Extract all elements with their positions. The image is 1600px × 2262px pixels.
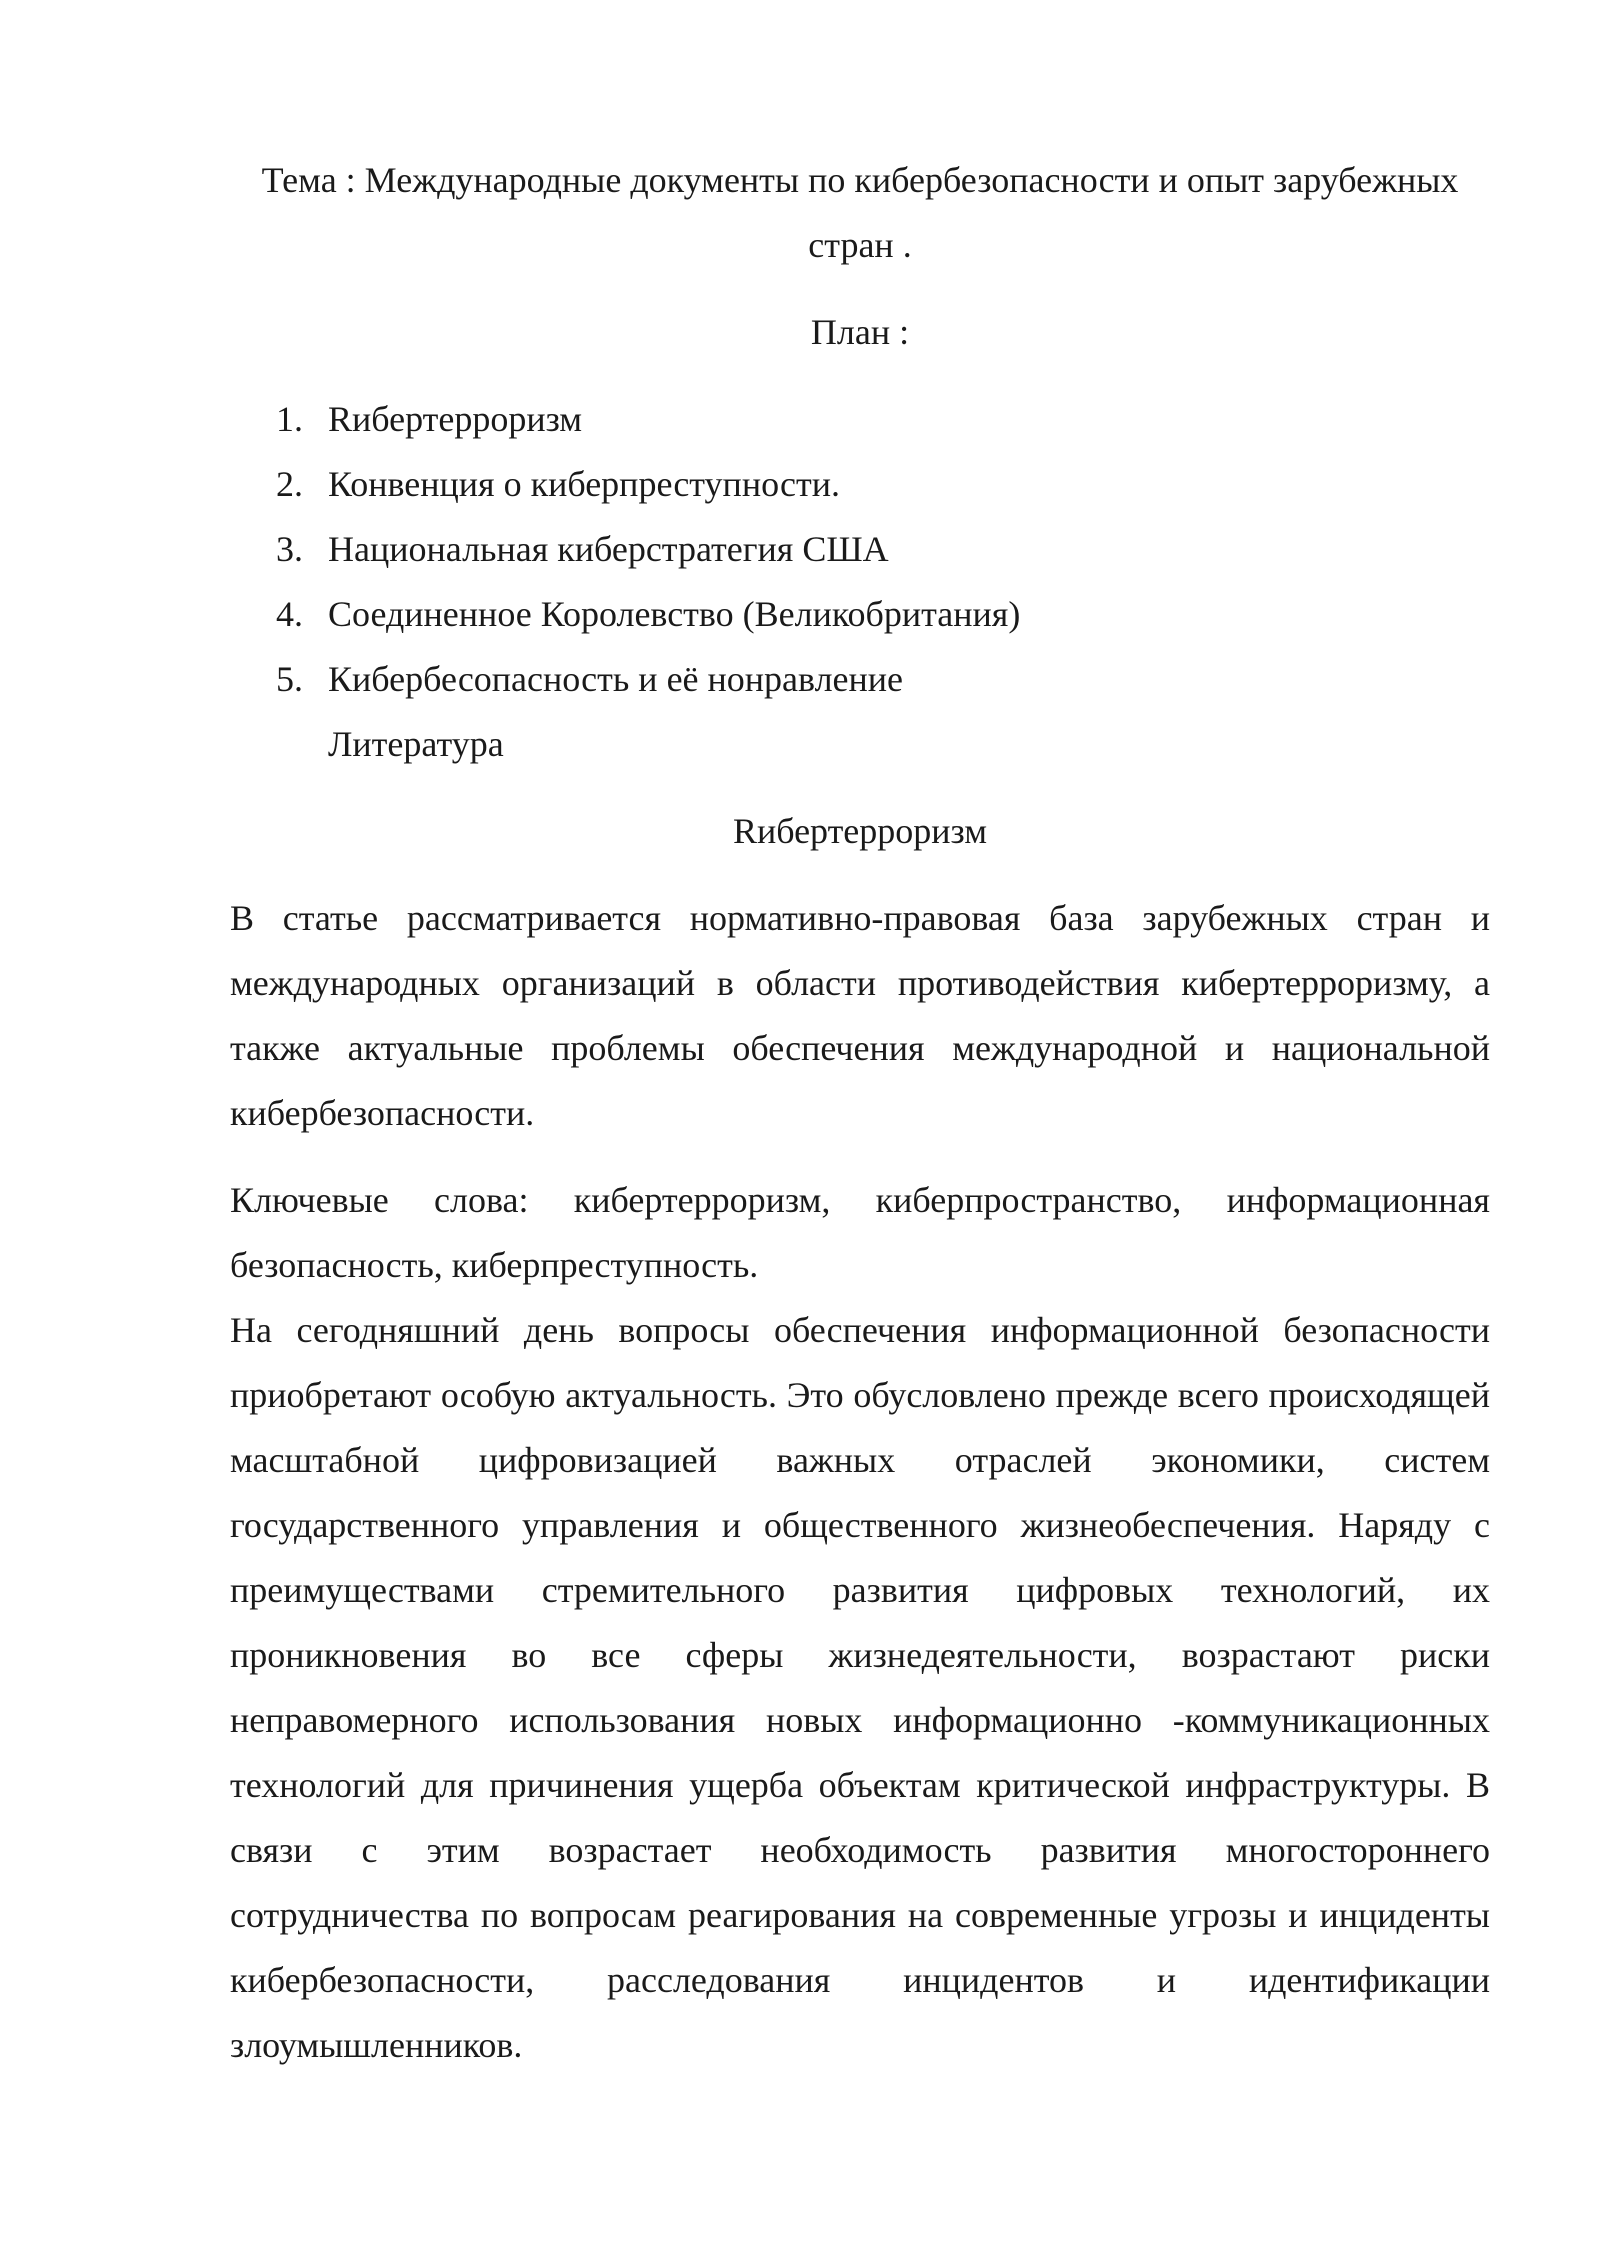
plan-list xyxy=(230,387,1490,777)
document-title: Тема : Международные документы по кибербезопасности и опыт зарубежных стран . xyxy=(261,160,1459,265)
body-paragraph: На сегодняшний день вопросы обеспечения информационной безопасности приобретают особую актуальность. Это обусловлено прежде всего происходящей масштабной цифровизацией важных отраслей экономики, систем государственного управления и общественного жизнеобеспечения. Наряду с преимуществами стремительного развития цифровых технологий, их проникновения во все сферы жизнедеятельности, возрастают риски неправомерного использования новых информационно -коммуникационных технологий для причинения ущерба объектам критической инфраструктуры. В связи с этим возрастает необходимость развития многостороннего сотрудничества по вопросам реагирования на современные угрозы и инциденты кибербезопасности, расследования инцидентов и идентификации злоумышленников. xyxy=(230,1310,1490,2065)
plan-item-number: 3. xyxy=(276,529,303,569)
section-heading: Rибертерроризм xyxy=(732,811,988,851)
document-page xyxy=(230,148,1490,2078)
plan-item xyxy=(230,452,1490,517)
plan-item-number: 5. xyxy=(276,659,303,699)
plan-item-text: Литература xyxy=(328,724,504,764)
plan-item-number: 4. xyxy=(276,594,303,634)
plan-item-text: Конвенция о киберпреступности. xyxy=(328,464,840,504)
plan-heading: План : xyxy=(810,312,910,352)
plan-item xyxy=(230,647,1490,712)
plan-item-text: Национальная киберстратегия США xyxy=(328,529,889,569)
plan-item-text: Кибербесопасность и её нонравление xyxy=(328,659,904,699)
plan-item-number: 1. xyxy=(276,399,303,439)
abstract-paragraph: В статье рассматривается нормативно-правовая база зарубежных стран и международных организаций в области противодействия кибертерроризму, а также актуальные проблемы обеспечения международной и национальной кибербезопасности. xyxy=(230,898,1490,1133)
plan-item-number: 2. xyxy=(276,464,303,504)
plan-item xyxy=(230,387,1490,452)
plan-item-literature xyxy=(230,712,1490,777)
plan-item-text: Соединенное Королевство (Великобритания) xyxy=(328,594,1021,634)
plan-item-text: Rибертерроризм xyxy=(328,399,583,439)
keywords-paragraph: Ключевые слова: кибертерроризм, киберпространство, информационная безопасность, киберпреступность. xyxy=(230,1180,1490,1285)
plan-item xyxy=(230,517,1490,582)
plan-item xyxy=(230,582,1490,647)
